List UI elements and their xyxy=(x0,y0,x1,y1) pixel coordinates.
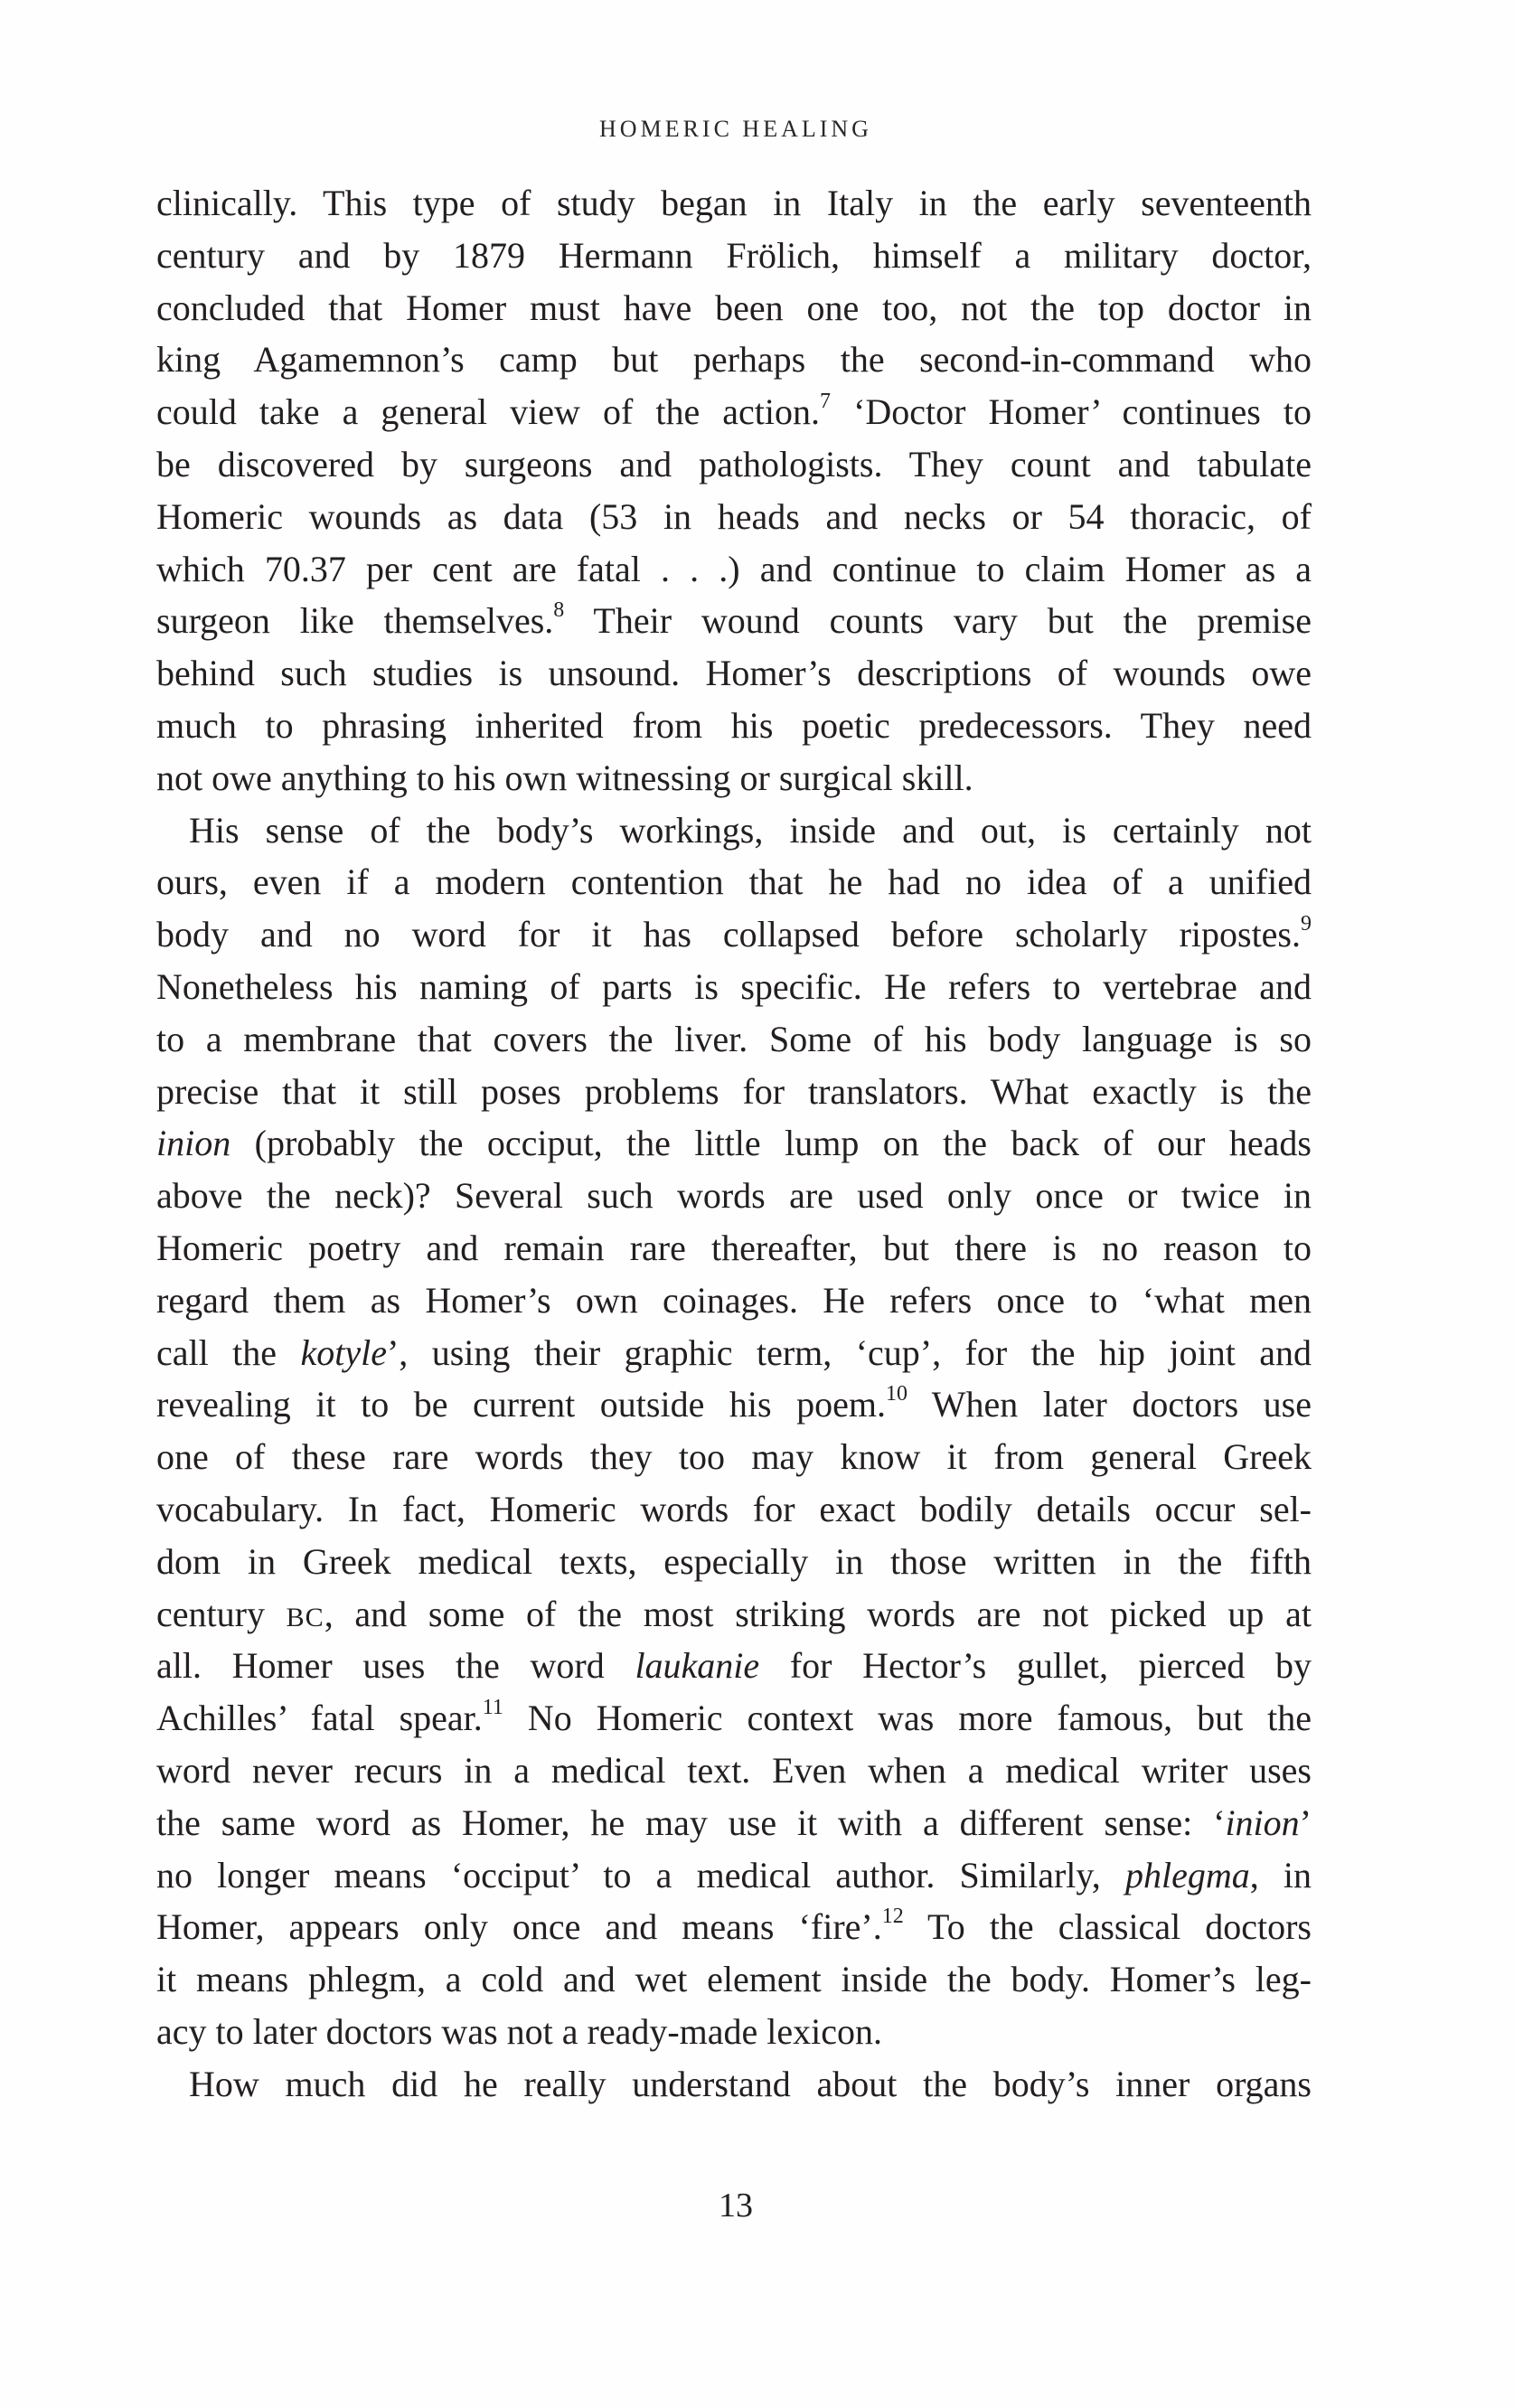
text-run: century xyxy=(156,1593,287,1634)
text-run: body and no word for it has collapsed before scholarly ripostes. xyxy=(156,914,1301,955)
footnote-marker: 9 xyxy=(1301,911,1312,936)
text-line xyxy=(156,1327,1312,1379)
text-line xyxy=(156,856,1312,908)
text-line xyxy=(156,386,1312,438)
running-head: HOMERIC HEALING xyxy=(599,116,872,142)
text-run: Their wound counts vary but the premise xyxy=(564,600,1312,642)
text-run: Homeric poetry and remain rare thereafter, but there is no reason to xyxy=(156,1227,1312,1268)
text-run: No Homeric context was more famous, but the xyxy=(503,1698,1312,1739)
footnote-marker: 10 xyxy=(885,1382,907,1406)
text-line xyxy=(156,700,1312,752)
text-run: dom in Greek medical texts, especially in those written in the fifth xyxy=(156,1540,1312,1582)
text-run: one of these rare words they too may know it from general Greek xyxy=(156,1436,1312,1478)
text-line xyxy=(156,1849,1312,1902)
text-run: ’, using their graphic term, ‘cup’, for the hip joint and xyxy=(386,1331,1312,1373)
text-line xyxy=(156,961,1312,1013)
text-run: To the classical doctors xyxy=(903,1906,1312,1948)
text-line xyxy=(156,804,1312,857)
text-line xyxy=(156,1745,1312,1797)
text-run: (probably the occiput, the little lump on the back of our heads xyxy=(230,1123,1312,1164)
page-number: 13 xyxy=(719,2187,753,2225)
text-line xyxy=(156,1483,1312,1536)
text-run: vocabulary. In fact, Homeric words for exact bodily details occur sel- xyxy=(156,1488,1312,1529)
text-line xyxy=(156,647,1312,700)
text-run: for Hector’s gullet, pierced by xyxy=(759,1645,1312,1687)
italic-term: inion xyxy=(1225,1801,1300,1843)
text-run: be discovered by surgeons and pathologists. They count and tabulate xyxy=(156,443,1312,484)
small-caps-text: BC xyxy=(286,1602,324,1632)
text-line xyxy=(156,543,1312,596)
text-run: to a membrane that covers the liver. Some of his body language is so xyxy=(156,1018,1312,1059)
footnote-marker: 11 xyxy=(482,1695,503,1719)
text-run: king Agamemnon’s camp but perhaps the second-in-command who xyxy=(156,339,1312,381)
text-line xyxy=(156,491,1312,543)
text-run: ‘Doctor Homer’ continues to xyxy=(831,391,1312,433)
text-run: above the neck)? Several such words are used only once or twice in xyxy=(156,1175,1312,1217)
text-run: concluded that Homer must have been one too, not the top doctor in xyxy=(156,287,1312,328)
text-run: How much did he really understand about the body’s inner organs xyxy=(189,2063,1312,2104)
text-line xyxy=(156,1953,1312,2006)
body-text xyxy=(156,177,1312,2110)
text-run: When later doctors use xyxy=(907,1384,1312,1425)
text-run: could take a general view of the action. xyxy=(156,391,821,433)
text-run: clinically. This type of study began in Italy in the early seventeenth xyxy=(156,183,1312,223)
text-run: surgeon like themselves. xyxy=(156,600,554,642)
text-line xyxy=(156,230,1312,282)
footnote-marker: 8 xyxy=(553,598,565,623)
text-run: , and some of the most striking words are not picked up at xyxy=(324,1593,1312,1634)
text-line xyxy=(156,1536,1312,1588)
footnote-marker: 12 xyxy=(881,1904,904,1928)
text-run: much to phrasing inherited from his poetic predecessors. They need xyxy=(156,704,1312,746)
text-run: Homeric wounds as data (53 in heads and necks or 54 thoracic, of xyxy=(156,495,1312,537)
text-run: no longer means ‘occiput’ to a medical author. Similarly, xyxy=(156,1854,1125,1895)
text-run: regard them as Homer’s own coinages. He refers once to ‘what men xyxy=(156,1279,1312,1321)
text-run: acy to later doctors was not a ready-made lexicon. xyxy=(156,2010,883,2052)
text-run: Homer, appears only once and means ‘fire’. xyxy=(156,1906,882,1948)
text-line xyxy=(156,334,1312,386)
text-run: it means phlegm, a cold and wet element inside the body. Homer’s leg- xyxy=(156,1959,1312,2000)
text-line xyxy=(156,1222,1312,1275)
text-run: call the xyxy=(156,1331,301,1373)
italic-term: laukanie xyxy=(635,1645,760,1687)
text-line xyxy=(156,1117,1312,1170)
text-line xyxy=(156,1901,1312,1953)
text-run: precise that it still poses problems for translators. What exactly is the xyxy=(156,1070,1312,1112)
italic-term: phlegma xyxy=(1124,1854,1250,1895)
text-run: word never recurs in a medical text. Even when a medical writer uses xyxy=(156,1749,1312,1791)
text-line xyxy=(156,1066,1312,1118)
text-run: Nonetheless his naming of parts is specific. He refers to vertebrae and xyxy=(156,965,1312,1007)
italic-term: inion xyxy=(156,1123,231,1164)
text-line xyxy=(156,1170,1312,1222)
text-run: ours, even if a modern contention that he had no idea of a unified xyxy=(156,861,1312,903)
text-line xyxy=(156,282,1312,334)
italic-term: kotyle xyxy=(300,1331,387,1373)
text-run: ’ xyxy=(1299,1801,1312,1843)
text-line xyxy=(156,177,1312,230)
text-line xyxy=(156,1275,1312,1327)
text-run: all. Homer uses the word xyxy=(156,1645,635,1687)
text-run: which 70.37 per cent are fatal . . .) and continue to claim Homer as a xyxy=(156,548,1312,589)
text-run: , in xyxy=(1249,1854,1312,1895)
text-line xyxy=(156,1378,1312,1431)
text-line xyxy=(156,1431,1312,1483)
text-line xyxy=(156,1013,1312,1066)
text-run: the same word as Homer, he may use it with a different sense: ‘ xyxy=(156,1801,1226,1843)
text-run: His sense of the body’s workings, inside and out, is certainly not xyxy=(189,809,1312,851)
text-run: Achilles’ fatal spear. xyxy=(156,1698,483,1739)
text-line xyxy=(156,438,1312,491)
text-line xyxy=(156,2006,1312,2058)
text-run: century and by 1879 Hermann Frölich, himself a military doctor, xyxy=(156,234,1312,276)
text-line xyxy=(156,595,1312,647)
text-line xyxy=(156,1797,1312,1849)
text-line xyxy=(156,2058,1312,2111)
text-line xyxy=(156,1692,1312,1745)
text-line xyxy=(156,1640,1312,1692)
text-line xyxy=(156,752,1312,804)
text-line xyxy=(156,1588,1312,1641)
text-line xyxy=(156,908,1312,961)
text-run: revealing it to be current outside his poem. xyxy=(156,1384,886,1425)
footnote-marker: 7 xyxy=(820,389,832,413)
text-run: not owe anything to his own witnessing or surgical skill. xyxy=(156,757,973,798)
text-run: behind such studies is unsound. Homer’s descriptions of wounds owe xyxy=(156,653,1312,694)
